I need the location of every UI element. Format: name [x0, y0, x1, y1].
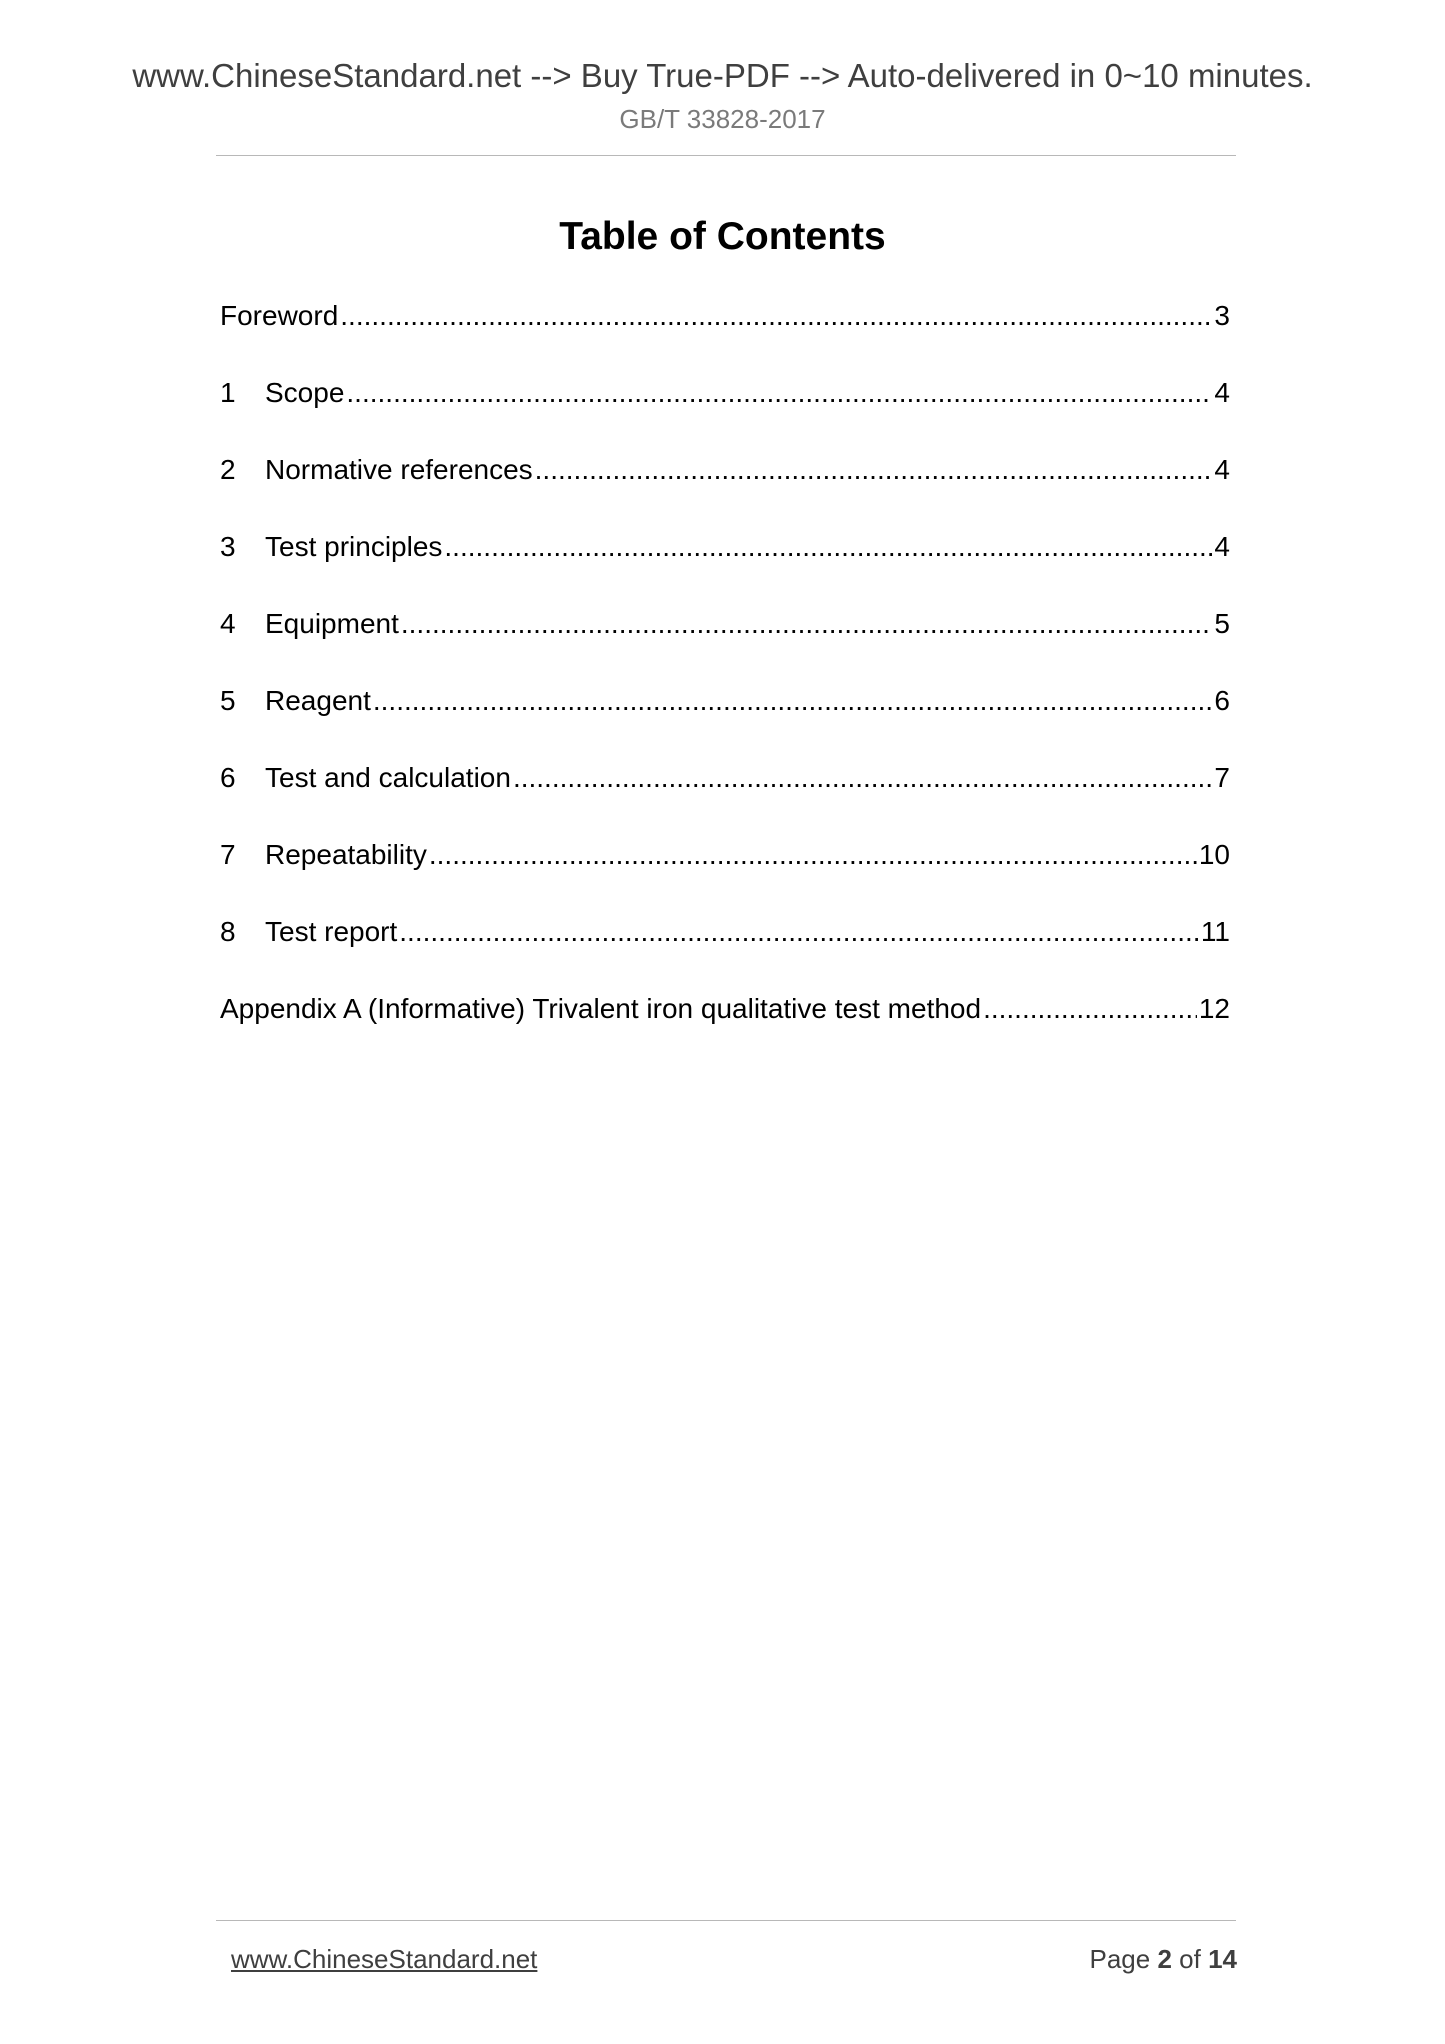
toc-entry-page: 11	[1200, 916, 1230, 947]
toc-entry-page: 4	[1214, 531, 1230, 562]
toc-entry-page: 3	[1214, 300, 1230, 331]
toc-leader-dots	[444, 527, 1212, 567]
toc-entry-text: Repeatability	[265, 839, 427, 870]
toc-entry-reagent[interactable]	[220, 681, 1230, 721]
toc-leader-dots	[399, 912, 1199, 952]
toc-entry-page: 6	[1214, 685, 1230, 716]
footer-divider	[216, 1920, 1236, 1921]
toc-entry-number: 1	[220, 377, 236, 408]
toc-entry-text: Normative references	[265, 454, 533, 485]
toc-entry-number: 2	[220, 454, 236, 485]
toc-leader-dots	[983, 989, 1197, 1029]
toc-entry-repeatability[interactable]	[220, 835, 1230, 875]
toc-entry-number: 3	[220, 531, 236, 562]
page-separator: of	[1179, 1944, 1201, 1974]
page-indicator	[1089, 1942, 1237, 1976]
header-banner: www.ChineseStandard.net --> Buy True-PDF --> Auto-delivered in 0~10 minutes.	[132, 57, 1313, 94]
toc-leader-dots	[346, 373, 1212, 413]
toc-entry-text: Reagent	[265, 685, 371, 716]
toc-entry-text: Test and calculation	[265, 762, 511, 793]
toc-entry-test-principles[interactable]	[220, 527, 1230, 567]
toc-entry-normative-references[interactable]	[220, 450, 1230, 490]
toc-leader-dots	[340, 296, 1212, 336]
toc-entry-page: 4	[1214, 377, 1230, 408]
toc-entry-number: 8	[220, 916, 236, 947]
toc-leader-dots	[401, 604, 1213, 644]
toc-entry-page: 12	[1198, 993, 1230, 1024]
toc-entry-text: Appendix A (Informative) Trivalent iron qualitative test method	[220, 993, 982, 1024]
page-current: 2	[1157, 1944, 1172, 1974]
toc-entry-page: 4	[1214, 454, 1230, 485]
page-total: 14	[1208, 1944, 1237, 1974]
header-divider	[216, 155, 1236, 156]
toc-leader-dots	[429, 835, 1197, 875]
page-prefix: Page	[1089, 1944, 1151, 1974]
toc-entry-scope[interactable]	[220, 373, 1230, 413]
toc-entry-text: Foreword	[220, 300, 339, 331]
toc-entry-text: Test principles	[265, 531, 443, 562]
toc-entry-text: Scope	[265, 377, 345, 408]
toc-title: Table of Contents	[559, 215, 886, 258]
toc-leader-dots	[513, 758, 1212, 798]
toc-entry-test-report[interactable]	[220, 912, 1230, 952]
toc-leader-dots	[373, 681, 1213, 721]
toc-entry-page: 5	[1214, 608, 1230, 639]
toc-entry-number: 7	[220, 839, 236, 870]
toc-entry-test-and-calculation[interactable]	[220, 758, 1230, 798]
document-code: GB/T 33828-2017	[619, 104, 826, 134]
toc-entry-text: Equipment	[265, 608, 399, 639]
toc-entry-page: 10	[1198, 839, 1230, 870]
toc-entry-appendix-a[interactable]	[220, 989, 1230, 1029]
toc-entry-number: 4	[220, 608, 236, 639]
toc-entry-page: 7	[1214, 762, 1230, 793]
toc-entry-number: 5	[220, 685, 236, 716]
toc-entry-foreword[interactable]	[220, 296, 1230, 336]
toc-leader-dots	[535, 450, 1213, 490]
toc-entry-number: 6	[220, 762, 236, 793]
footer-website-link[interactable]: www.ChineseStandard.net	[231, 1944, 538, 1974]
toc-entry-equipment[interactable]	[220, 604, 1230, 644]
toc-entry-text: Test report	[265, 916, 398, 947]
